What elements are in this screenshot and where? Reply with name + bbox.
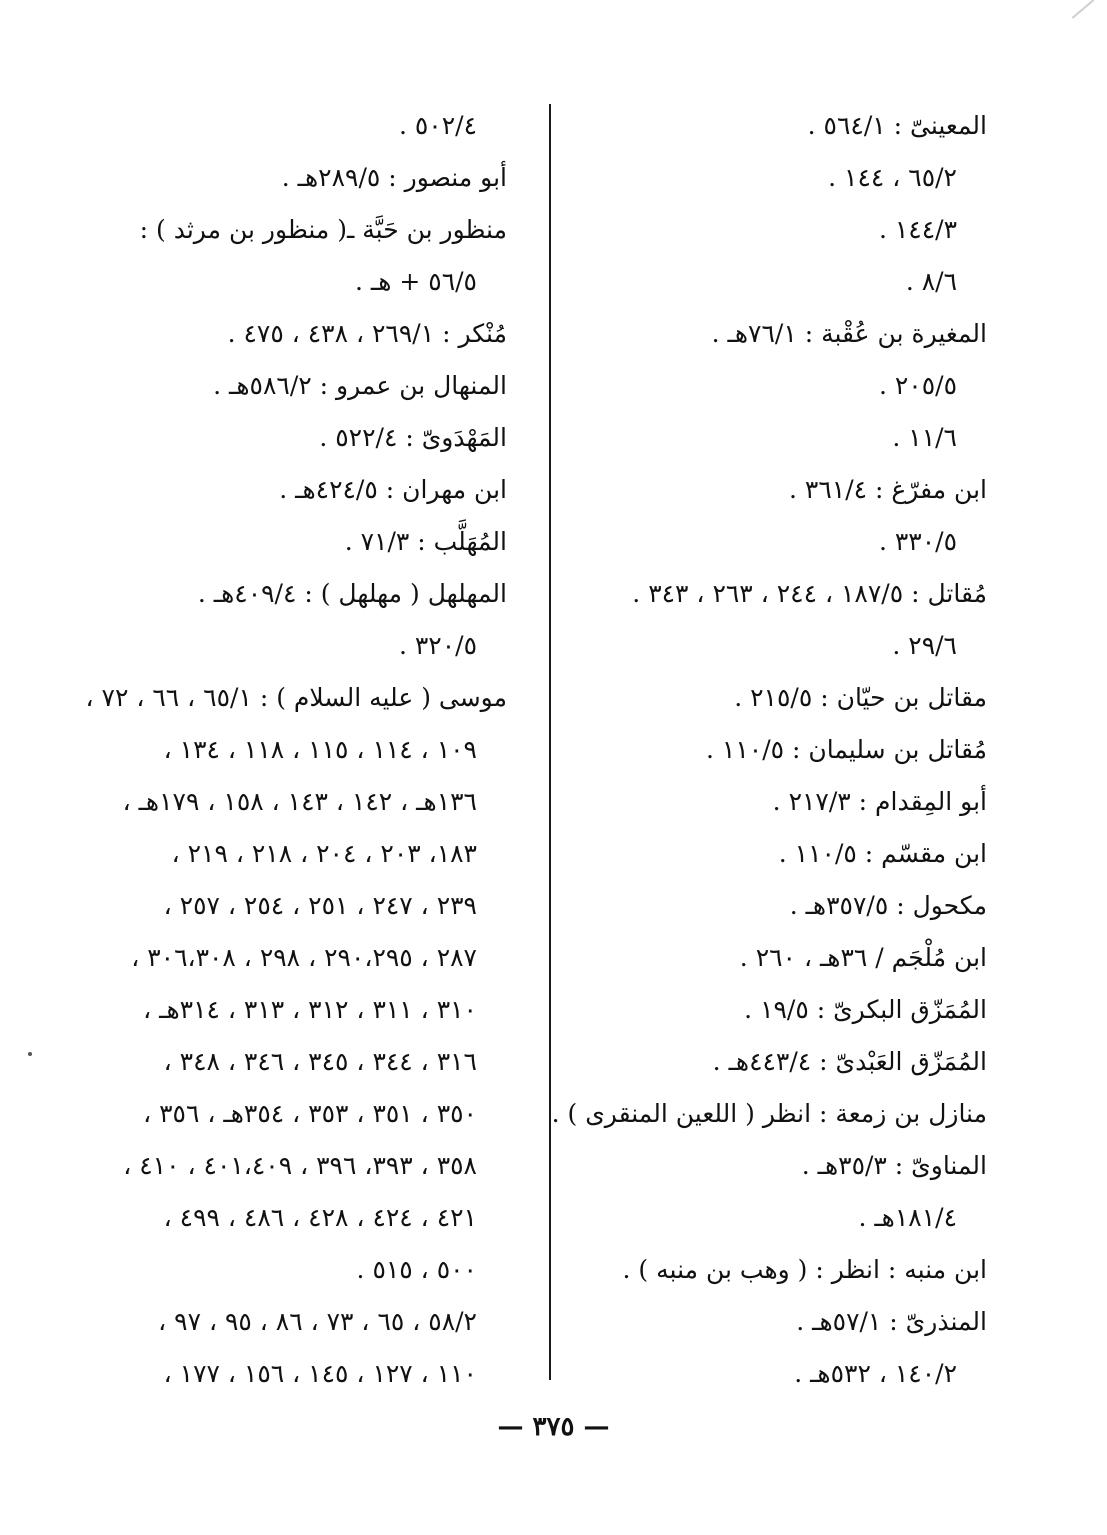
scan-corner-mark (1072, 0, 1095, 19)
index-entry: ٢٩/٦ . (892, 631, 957, 660)
index-entry: مقاتل بن حيّان : ٢١٥/٥ . (734, 683, 987, 712)
page-number: — ٣٧٥ — (497, 1412, 610, 1442)
index-entry: ١٠٩ ، ١١٤ ، ١١٥ ، ١١٨ ، ١٣٤ ، (163, 735, 477, 764)
index-entry: ٥٨/٢ ، ٦٥ ، ٧٣ ، ٨٦ ، ٩٥ ، ٩٧ ، (158, 1307, 477, 1336)
index-entry: مُقاتل : ١٨٧/٥ ، ٢٤٤ ، ٢٦٣ ، ٣٤٣ . (632, 579, 987, 608)
index-entry: ١٨٣، ٢٠٣ ، ٢٠٤ ، ٢١٨ ، ٢١٩ ، (171, 839, 477, 868)
index-entry: ١٨١/٤هـ . (858, 1203, 957, 1232)
index-entry: مُنْكر : ٢٦٩/١ ، ٤٣٨ ، ٤٧٥ . (227, 319, 507, 348)
index-entry: المعينىّ : ٥٦٤/١ . (807, 111, 987, 140)
index-column-right (551, 100, 987, 1400)
index-entry: المنذرىّ : ٥٧/١هـ . (796, 1307, 987, 1336)
index-entry: ٢٣٩ ، ٢٤٧ ، ٢٥١ ، ٢٥٤ ، ٢٥٧ ، (163, 891, 477, 920)
index-entry: منازل بن زمعة : انظر ( اللعين المنقرى ) . (551, 1099, 987, 1128)
index-entry: ٣١٦ ، ٣٤٤ ، ٣٤٥ ، ٣٤٦ ، ٣٤٨ ، (163, 1047, 477, 1076)
index-entry: موسى ( عليه السلام ) : ٦٥/١ ، ٦٦ ، ٧٢ ، (85, 683, 507, 712)
index-entry: المنهال بن عمرو : ٥٨٦/٢هـ . (213, 371, 507, 400)
scan-speck (28, 1052, 32, 1056)
index-entry: ابن منبه : انظر : ( وهب بن منبه ) . (622, 1255, 987, 1284)
index-entry: المُهَلَّب : ٧١/٣ . (344, 527, 507, 556)
index-entry: ٥٦/٥ + هـ . (355, 267, 477, 296)
index-entry: ٢٠٥/٥ . (878, 371, 957, 400)
index-entry: منظور بن حَبَّة ـ( منظور بن مرثد ) : (139, 215, 507, 244)
index-entry: ابن مفرّغ : ٣٦١/٤ . (789, 475, 987, 504)
index-entry: ابن مهران : ٤٢٤/٥هـ . (279, 475, 507, 504)
index-entry: ٥٠٠ ، ٥١٥ . (356, 1255, 477, 1284)
index-entry: المغيرة بن عُقْبة : ٧٦/١هـ . (711, 319, 987, 348)
index-entry: المهلهل ( مهلهل ) : ٤٠٩/٤هـ . (197, 579, 507, 608)
index-entry: مكحول : ٣٥٧/٥هـ . (789, 891, 987, 920)
index-entry: ٣٥٠ ، ٣٥١ ، ٣٥٣ ، ٣٥٤هـ ، ٣٥٦ ، (143, 1099, 477, 1128)
index-entry: ٢٨٧ ، ٢٩٠،٢٩٥ ، ٢٩٨ ، ٣٠٦،٣٠٨ ، (131, 943, 477, 972)
index-column-left (85, 100, 507, 1400)
index-entry: أبو منصور : ٢٨٩/٥هـ . (281, 163, 507, 192)
index-entry: ٦٥/٢ ، ١٤٤ . (828, 163, 957, 192)
index-entry: ٣٣٠/٥ . (878, 527, 957, 556)
index-entry: ٣١٠ ، ٣١١ ، ٣١٢ ، ٣١٣ ، ٣١٤هـ ، (143, 995, 477, 1024)
index-entry: ١٣٦هـ ، ١٤٢ ، ١٤٣ ، ١٥٨ ، ١٧٩هـ ، (122, 787, 477, 816)
index-entry: المَهْدَوىّ : ٥٢٢/٤ . (319, 423, 507, 452)
index-entry: ابن مقسّم : ١١٠/٥ . (778, 839, 987, 868)
index-entry: ٨/٦ . (905, 267, 957, 296)
index-entry: المناوىّ : ٣٥/٣هـ . (801, 1151, 987, 1180)
index-entry: ابن مُلْجَم / ٣٦هـ ، ٢٦٠ . (739, 943, 987, 972)
index-entry: ١٤٤/٣ . (878, 215, 957, 244)
index-entry: ١١/٦ . (892, 423, 957, 452)
index-entry: المُمَزّق البكرىّ : ١٩/٥ . (744, 995, 987, 1024)
index-entry: ١١٠ ، ١٢٧ ، ١٤٥ ، ١٥٦ ، ١٧٧ ، (163, 1359, 477, 1388)
column-divider (549, 104, 551, 1380)
index-entry: المُمَزّق العَبْدىّ : ٤٤٣/٤هـ . (712, 1047, 987, 1076)
index-entry: ٣٥٨ ، ٣٩٣، ٣٩٦ ، ٤٠١،٤٠٩ ، ٤١٠ ، (123, 1151, 477, 1180)
index-entry: أبو المِقدام : ٢١٧/٣ . (772, 787, 987, 816)
index-entry: ٥٠٢/٤ . (398, 111, 477, 140)
index-entry: ٣٢٠/٥ . (398, 631, 477, 660)
index-entry: مُقاتل بن سليمان : ١١٠/٥ . (706, 735, 987, 764)
index-entry: ١٤٠/٢ ، ٥٣٢هـ . (794, 1359, 957, 1388)
index-entry: ٤٢١ ، ٤٢٤ ، ٤٢٨ ، ٤٨٦ ، ٤٩٩ ، (163, 1203, 477, 1232)
